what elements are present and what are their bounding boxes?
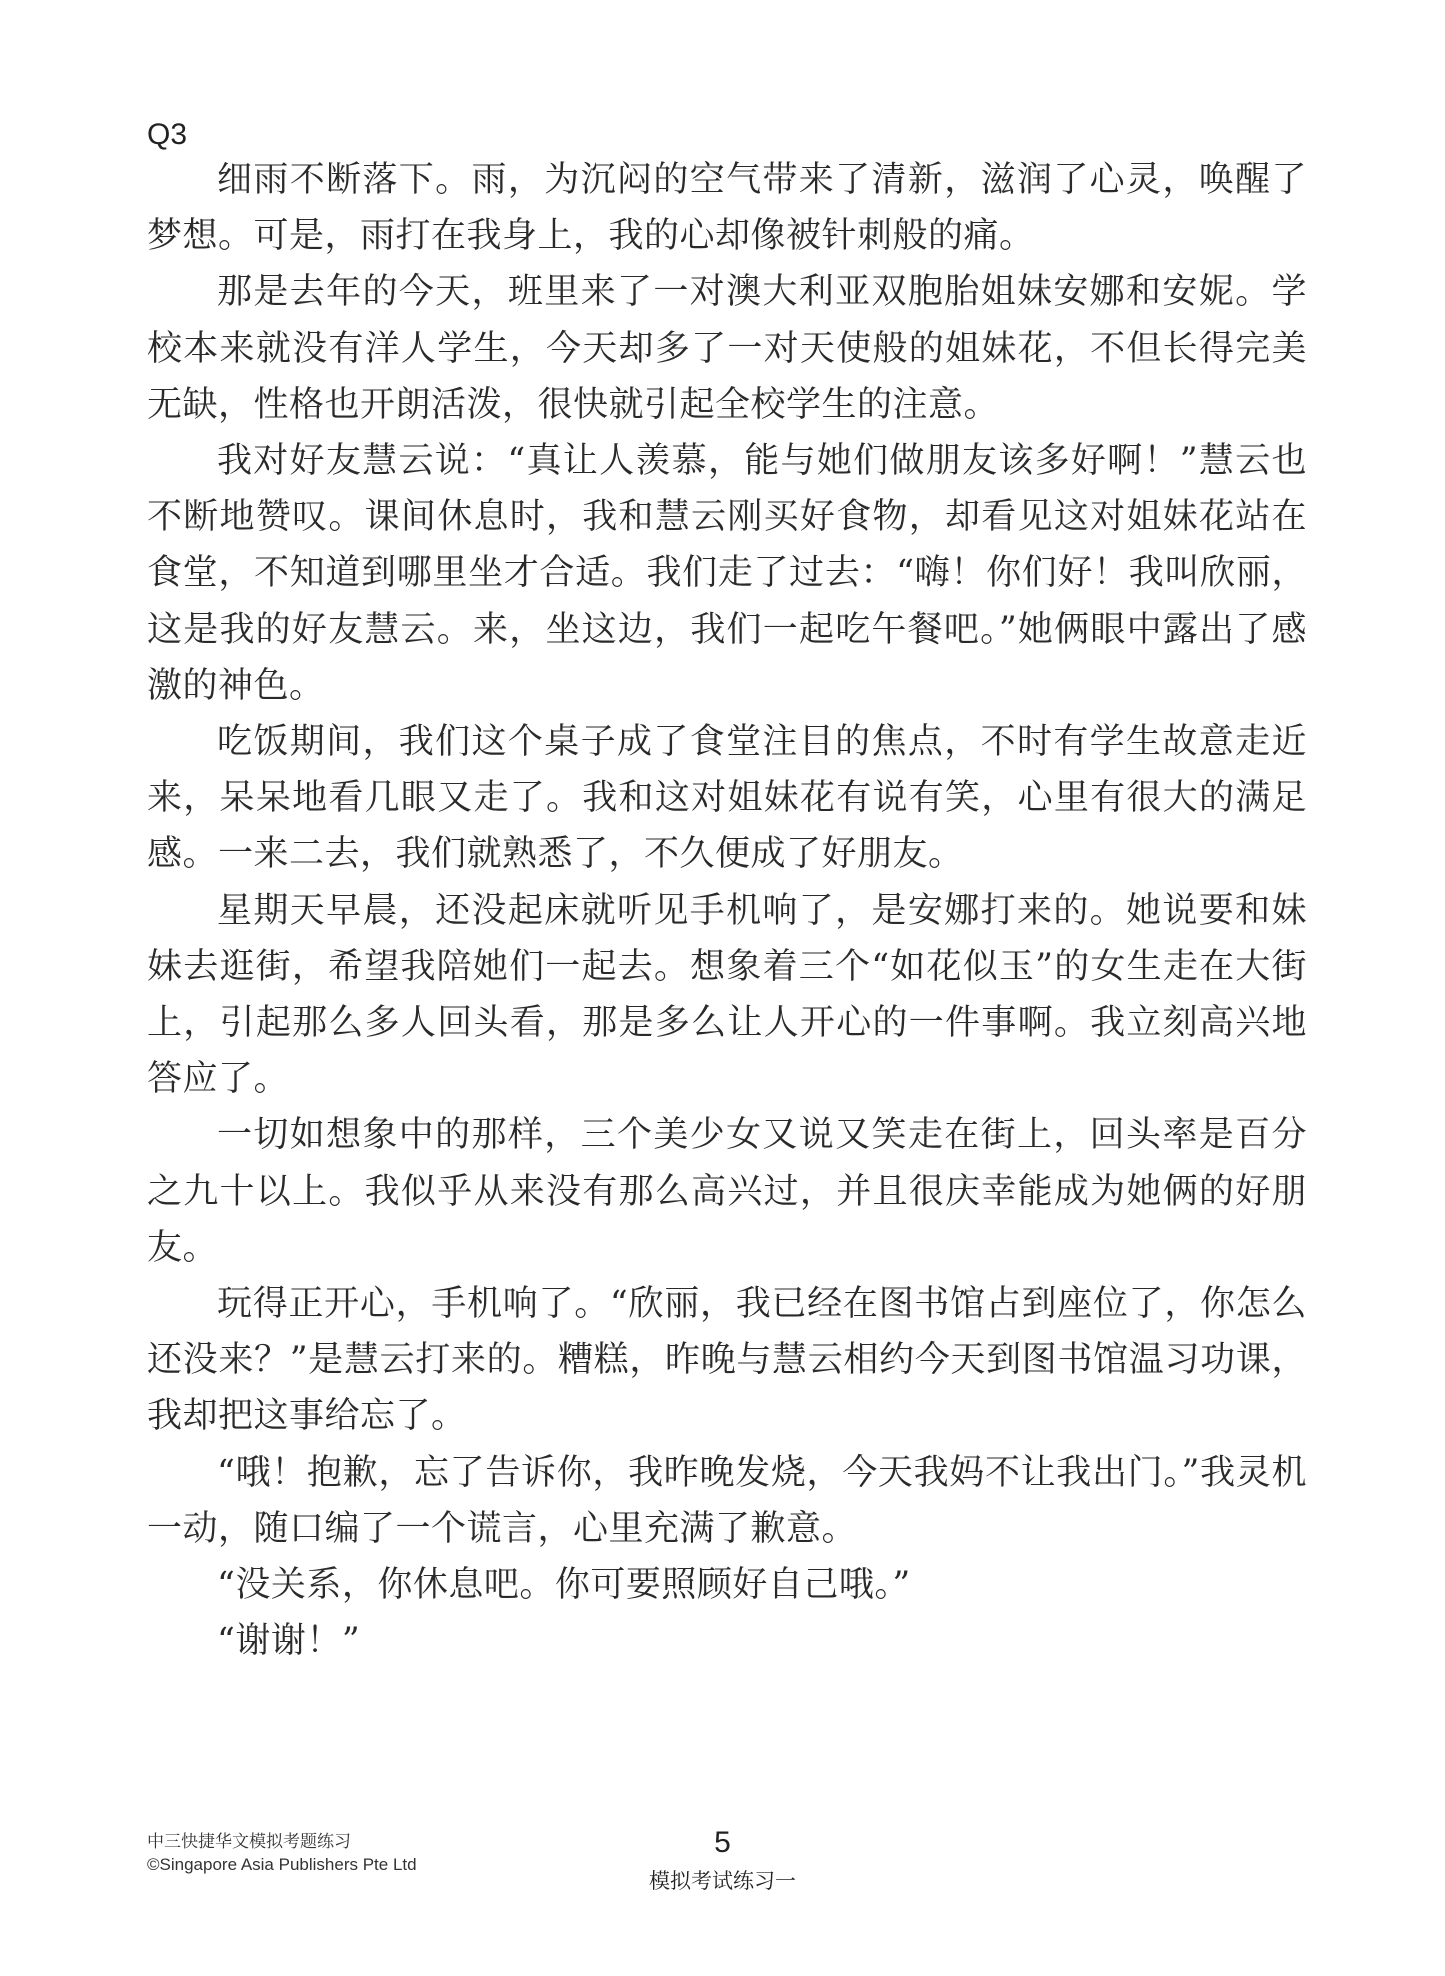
passage-body [147, 152, 1307, 1669]
paragraph: 星期天早晨，还没起床就听见手机响了，是安娜打来的。她说要和妹妹去逛街，希望我陪她们一起去。想象着三个“如花似玉”的女生走在大街上，引起那么多人回头看，那是多么让人开心的一件事啊。我立刻高兴地答应了。 [147, 890, 1307, 1100]
paragraph: 一切如想象中的那样，三个美少女又说又笑走在街上，回头率是百分之九十以上。我似乎从来没有那么高兴过，并且很庆幸能成为她俩的好朋友。 [147, 1115, 1307, 1268]
page-number: 5 [714, 1826, 731, 1859]
question-label: Q3 [147, 118, 188, 151]
footer-section-title: 模拟考试练习一 [649, 1870, 796, 1893]
paragraph: 那是去年的今天，班里来了一对澳大利亚双胞胎姐妹安娜和安妮。学校本来就没有洋人学生，今天却多了一对天使般的姐妹花，不但长得完美无缺，性格也开朗活泼，很快就引起全校学生的注意。 [147, 272, 1307, 425]
paragraph: 玩得正开心，手机响了。“欣丽，我已经在图书馆占到座位了，你怎么还没来？”是慧云打来的。糟糕，昨晚与慧云相约今天到图书馆温习功课，我却把这事给忘了。 [147, 1284, 1307, 1437]
paragraph: 细雨不断落下。雨，为沉闷的空气带来了清新，滋润了心灵，唤醒了梦想。可是，雨打在我身上，我的心却像被针刺般的痛。 [147, 160, 1307, 257]
paragraph: 我对好友慧云说：“真让人羡慕，能与她们做朋友该多好啊！”慧云也不断地赞叹。课间休息时，我和慧云刚买好食物，却看见这对姐妹花站在食堂，不知道到哪里坐才合适。我们走了过去：“嗨！你们好！我叫欣丽，这是我的好友慧云。来，坐这边，我们一起吃午餐吧。”她俩眼中露出了感激的神色。 [147, 441, 1307, 706]
paragraph: 吃饭期间，我们这个桌子成了食堂注目的焦点，不时有学生故意走近来，呆呆地看几眼又走了。我和这对姐妹花有说有笑，心里有很大的满足感。一来二去，我们就熟悉了，不久便成了好朋友。 [147, 722, 1307, 875]
footer-copyright: ©Singapore Asia Publishers Pte Ltd [147, 1855, 417, 1874]
paragraph: “谢谢！” [217, 1621, 361, 1662]
paragraph: “没关系，你休息吧。你可要照顾好自己哦。” [217, 1565, 911, 1606]
footer-book-title: 中三快捷华文模拟考题练习 [147, 1832, 351, 1851]
paragraph: “哦！抱歉，忘了告诉你，我昨晚发烧，今天我妈不让我出门。”我灵机一动，随口编了一个谎言，心里充满了歉意。 [147, 1452, 1307, 1549]
